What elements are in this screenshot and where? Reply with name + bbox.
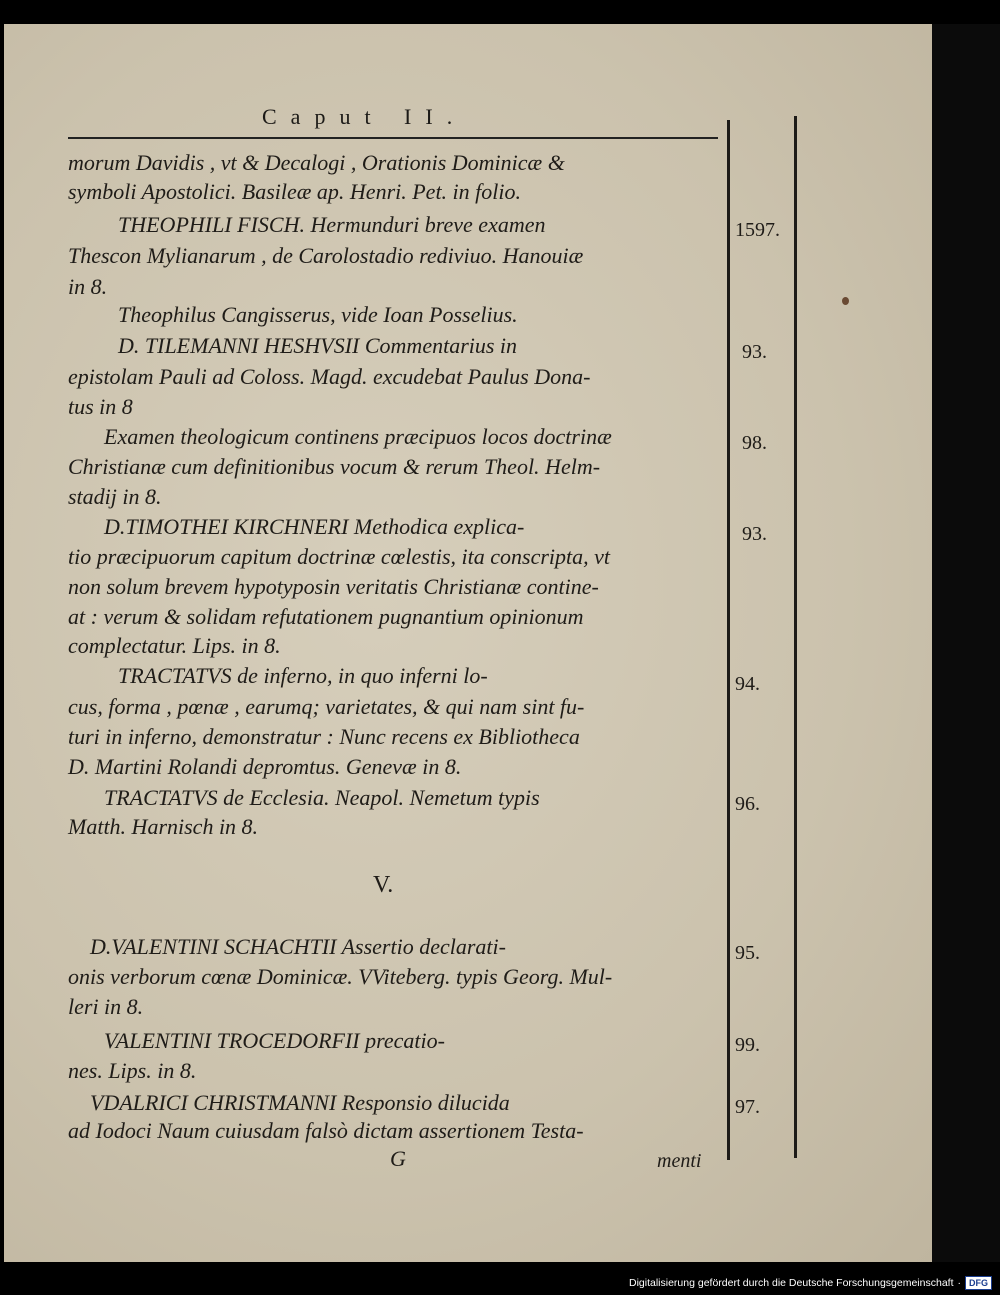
text-line: D. TILEMANNI HESHVSII Commentarius in xyxy=(118,333,518,358)
text-line: tus in 8 xyxy=(68,394,133,419)
text-line: nes. Lips. in 8. xyxy=(68,1058,197,1083)
margin-year: 96. xyxy=(735,793,760,815)
text-line: Matth. Harnisch in 8. xyxy=(68,814,259,839)
margin-year: 93. xyxy=(742,523,767,545)
paper-stain xyxy=(842,297,849,305)
margin-year: 1597. xyxy=(735,219,780,241)
text-line: non solum brevem hypotyposin veritatis Christianæ contine- xyxy=(68,574,599,599)
dfg-logo-icon: DFG xyxy=(965,1276,992,1290)
text-line: TRACTATVS de Ecclesia. Neapol. Nemetum typis xyxy=(104,785,540,810)
margin-year: 97. xyxy=(735,1096,760,1118)
text-line: stadij in 8. xyxy=(68,484,162,509)
text-line: turi in inferno, demonstratur : Nunc recens ex Bibliotheca xyxy=(68,724,580,749)
column-rule-left xyxy=(727,120,730,1160)
text-line: epistolam Pauli ad Coloss. Magd. excudebat Paulus Dona- xyxy=(68,364,591,389)
text-line: morum Davidis , vt & Decalogi , Orationis Dominicæ & xyxy=(68,150,565,175)
text-line: D.VALENTINI SCHACHTII Assertio declarati- xyxy=(90,934,506,959)
margin-year: 93. xyxy=(742,341,767,363)
text-line: THEOPHILI FISCH. Hermunduri breve examen xyxy=(118,212,546,237)
text-line: in 8. xyxy=(68,274,108,299)
section-letter: V. xyxy=(373,872,394,898)
text-line: leri in 8. xyxy=(68,994,144,1019)
text-line: Examen theologicum continens præcipuos locos doctrinæ xyxy=(104,424,612,449)
margin-year: 98. xyxy=(742,432,767,454)
header-rule xyxy=(68,137,718,139)
text-line: at : verum & solidam refutationem pugnantium opinionum xyxy=(68,604,584,629)
text-line: VALENTINI TROCEDORFII precatio- xyxy=(104,1028,445,1053)
text-line: D. Martini Rolandi depromtus. Genevæ in 8. xyxy=(68,754,462,779)
margin-year: 95. xyxy=(735,942,760,964)
text-line: ad Iodoci Naum cuiusdam falsò dictam assertionem Testa- xyxy=(68,1118,584,1143)
funding-footer xyxy=(629,1276,992,1290)
margin-year: 94. xyxy=(735,673,760,695)
footer-separator: · xyxy=(957,1277,961,1289)
text-line: Thescon Mylianarum , de Carolostadio rediviuo. Hanouiæ xyxy=(68,243,584,268)
text-line: symboli Apostolici. Basileæ ap. Henri. Pet. in folio. xyxy=(68,179,522,204)
text-line: Theophilus Cangisserus, vide Ioan Posselius. xyxy=(118,302,518,327)
text-line: Christianæ cum definitionibus vocum & rerum Theol. Helm- xyxy=(68,454,601,479)
column-rule-right xyxy=(794,116,797,1158)
margin-year: 99. xyxy=(735,1034,760,1056)
text-line: VDALRICI CHRISTMANNI Responsio dilucida xyxy=(90,1090,510,1115)
signature-mark: G xyxy=(390,1146,406,1171)
scan-margin xyxy=(932,24,1000,1262)
text-line: cus, forma , pœnæ , earumq; varietates, & qui nam sint fu- xyxy=(68,694,585,719)
running-header: Caput II. xyxy=(262,104,467,129)
text-line: D.TIMOTHEI KIRCHNERI Methodica explica- xyxy=(104,514,525,539)
catchword: menti xyxy=(657,1150,702,1172)
footer-text: Digitalisierung gefördert durch die Deutsche Forschungsgemeinschaft xyxy=(628,1277,954,1289)
text-line: tio præcipuorum capitum doctrinæ cœlestis, ita conscripta, vt xyxy=(68,544,611,569)
text-line: complectatur. Lips. in 8. xyxy=(68,633,281,658)
text-line: onis verborum cœnæ Dominicæ. VViteberg. typis Georg. Mul- xyxy=(68,964,613,989)
text-line: TRACTATVS de inferno, in quo inferni lo- xyxy=(118,663,488,688)
